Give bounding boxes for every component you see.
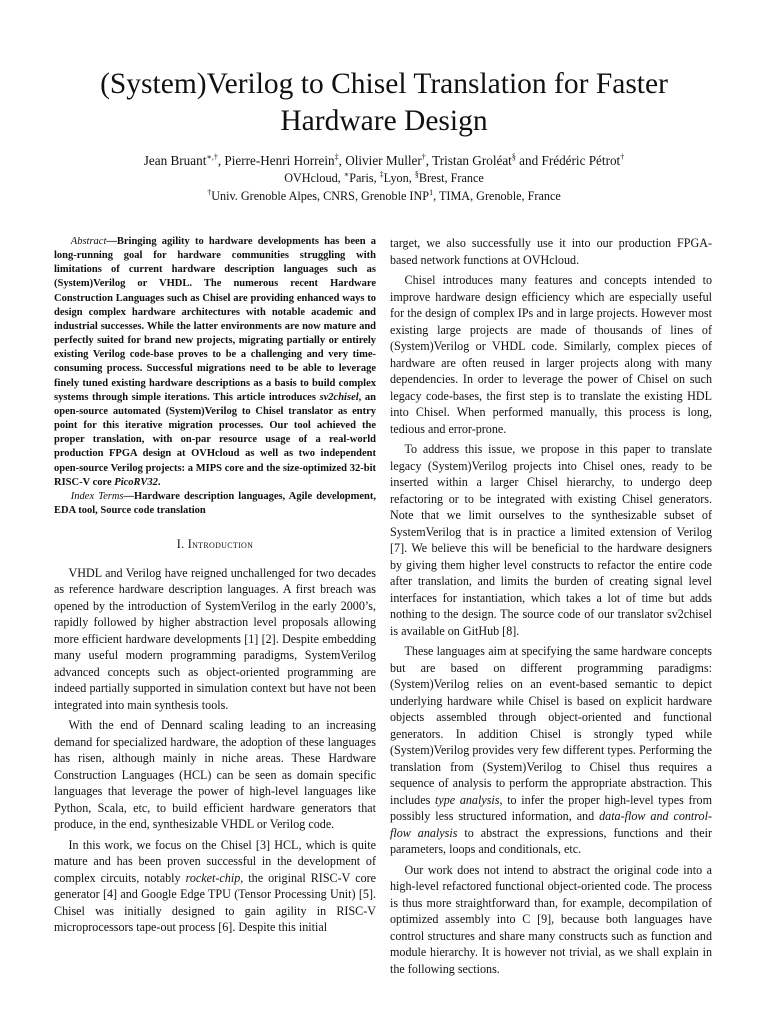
affiliation-2	[30, 188, 738, 205]
author-1-mark: ∗,†	[206, 152, 218, 162]
right-p3-italic-1: type analysis	[435, 792, 500, 807]
section-heading-introduction	[54, 536, 376, 553]
affil-1-mark-2: ‡	[379, 169, 384, 179]
intro-paragraph-3	[54, 837, 376, 936]
index-terms-label: Index Terms	[70, 490, 124, 502]
left-column	[54, 235, 376, 940]
right-paragraph-continued: target, we also successfully use it into our production FPGA-based network functions at OVHcloud.	[390, 236, 712, 267]
affil-2-text-2: , TIMA, Grenoble, France	[433, 189, 561, 203]
affiliation-1	[30, 170, 738, 187]
abstract	[54, 235, 376, 490]
abstract-tool-name: sv2chisel	[319, 391, 359, 403]
abstract-text-a: —Bringing agility to hardware developments has been a long-running goal for hardware communities struggling with limitations of current hardware description languages such as (System)Verilog or VHDL. The numerous recent Hardware Construction Languages such as Chisel are providing enhanced ways to design complex hardware architectures with notable academic and industrial successes. While the latter environments are now mature and perfectly suited for brand new projects, migrating partially or entirely existing Verilog code-base proves to be a challenging and very time-consuming process. Successful migrations need to be able to leverage finely tuned existing hardware descriptions as a basis to build complex systems through simple iterations. This article introduces	[54, 236, 376, 403]
affil-2-text-1: Univ. Grenoble Alpes, CNRS, Grenoble INP	[211, 189, 430, 203]
abstract-text-c: .	[157, 476, 161, 488]
intro-p3-text-b: , the original RISC-V core generator [4] and Google Edge TPU (Tensor Processing Unit) [5]. Chisel was initially designed to gain agility in RISC-V microprocessors tape-out process [6]. Despite this initial	[54, 870, 377, 935]
right-column	[390, 235, 712, 981]
affil-1-mark-1: ∗	[343, 169, 350, 179]
right-p3-text-b: , to infer the proper high-level types from possibly less structured information, and	[390, 792, 712, 823]
right-paragraph-4: Our work does not intend to abstract the original code into a high-level refactored functional object-oriented code. The process is thus more straightforward than, for example, decompilation of optimized assembly into C [9], because both languages have control structures and share many constructs such as function and module hierarchy. It is however not trivial, as we shall explain in the following sections.	[390, 862, 712, 976]
paper-title	[40, 66, 728, 140]
abstract-core-name: PicoRV32	[114, 476, 158, 488]
author-3: , Olivier Muller	[338, 153, 422, 168]
affil-1-text-4: Brest, France	[418, 171, 484, 185]
abstract-text-b: , an open-source automated (System)Verilog to Chisel translator as entry point for this iterative migration processes. Our tool achieved the proper translation, with on-par resource usage of a real-world production FPGA design at OVHcloud as well as two independent open-source Verilog projects: a MIPS core and the size-optimized 32-bit RISC-V core	[54, 391, 376, 488]
abstract-label: Abstract	[70, 236, 107, 247]
affil-1-text-2: Paris,	[349, 171, 380, 185]
author-4-mark: §	[511, 152, 516, 162]
affil-2-mark-2: 1	[429, 187, 434, 197]
affil-1-mark-3: §	[414, 169, 419, 179]
right-p3-text-c: to abstract the expressions, functions and their parameters, loops and conditionals, etc.	[390, 825, 712, 856]
author-list	[30, 152, 738, 169]
intro-paragraph-1: VHDL and Verilog have reigned unchallenged for two decades as reference hardware description languages. A first breach was opened by the introduction of SystemVerilog in the early 2000’s, rapidly followed by higher abstraction level proposals allowing more efficient hardware developments [1] [2]. Despite embedding many useful modern programming paradigms, SystemVerilog advanced concepts such as object-oriented programming are indeed partially supported in simulation context but have not been integrated into main synthesis tools.	[54, 565, 376, 712]
author-2: , Pierre-Henri Horrein	[217, 153, 335, 168]
author-4: , Tristan Groléat	[425, 153, 512, 168]
right-paragraph-1: Chisel introduces many features and concepts intended to improve hardware design efficiency which are especially useful for the design of complex IPs and in large projects. However most existing large projects are made of thousands of lines of (System)Verilog or VHDL code. Similarly, complex pieces of hardware are often reused in larger projects along with many dependencies. In order to leverage the power of Chisel on such legacy code-bases, the first step is to translate the existing HDL into Chisel. When performed manually, this process is long, tedious and error-prone.	[390, 273, 712, 436]
author-1: Jean Bruant	[143, 153, 207, 168]
section-title: Introduction	[187, 537, 254, 552]
affil-1-text-1: OVHcloud,	[284, 171, 344, 185]
index-terms	[54, 490, 376, 518]
right-paragraph-2: To address this issue, we propose in this paper to translate legacy (System)Verilog projects into Chisel ones, ready to be inserted within a larger Chisel hierarchy, to undergo deep refactoring or to be integrated with existing Chisel generators. Note that we limit ourselves to the synthesizable subset of SystemVerilog that is in practice a limited extension of Verilog [7]. We believe this will be beneficial to the hardware designers by giving them higher level constructs to refactor the entire code after translation, and limits the burden of creating signal level interfaces for instantiation, which takes a lot of time but adds nothing to the design. The source code of our translator sv2chisel is available on GitHub [8].	[390, 442, 712, 638]
index-terms-text: —Hardware description languages, Agile development, EDA tool, Source code translation	[54, 490, 376, 516]
right-p3-italic-2: data-flow and control-flow analysis	[390, 809, 712, 840]
title-line-1: (System)Verilog to Chisel Translation for Faster	[100, 68, 668, 100]
section-number: I.	[176, 537, 188, 552]
affil-2-mark-1: †	[207, 187, 212, 197]
right-p3-text-a: These languages aim at specifying the same hardware concepts but are based on different programming paradigms: (System)Verilog relies on an event-based semantic to depict underlying hardware while Chisel is based on explicit hardware objects assembled through object-oriented and functional generators. In addition Chisel is strongly typed while (System)Verilog provides very few different types. Performing the translation from (System)Verilog to Chisel thus requires a sequence of analysis to perform the appropriate abstraction. This includes	[390, 644, 712, 807]
author-5: and Frédéric Pétrot	[515, 153, 621, 168]
intro-p3-text-a: In this work, we focus on the Chisel [3] HCL, which is quite mature and has been proven successful in the development of complex circuits, notably	[54, 837, 376, 885]
author-3-mark: †	[421, 152, 426, 162]
right-paragraph-3	[390, 643, 712, 858]
author-5-mark: †	[620, 152, 625, 162]
intro-paragraph-2: With the end of Dennard scaling leading to an increasing demand for specialized hardware, the adoption of these languages has risen, although mainly in niche areas. These Hardware Construction Languages (HCL) can be seen as domain specific languages that leverage the power of high-level languages like Python, Scala, etc, to build efficient hardware generators that produce, in the end, synthesizable VHDL or Verilog code.	[54, 718, 376, 832]
title-line-2: Hardware Design	[280, 105, 488, 137]
intro-p3-italic: rocket-chip	[185, 870, 241, 885]
author-2-mark: ‡	[334, 152, 339, 162]
affil-1-text-3: Lyon,	[383, 171, 415, 185]
